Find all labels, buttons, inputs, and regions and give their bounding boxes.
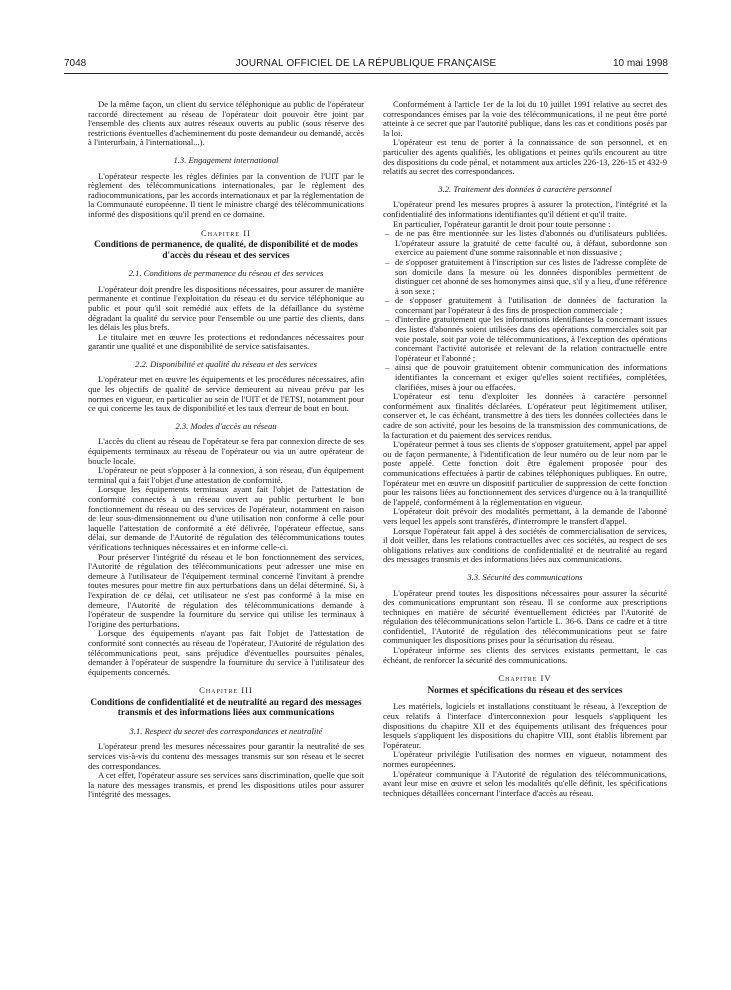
paragraph: L'opérateur doit prendre les dispositions nécessaires, pour assurer de manière permanente et continue l'exploitation du réseau et du service téléphonique au public et pour qu'il soit remédié aux effets de la défaillance du système dégradant la qualité du service pour l'ensemble ou une partie des clients, dans les délais les plus brefs. xyxy=(88,283,364,333)
section-heading-3-1: 3.1. Respect du secret des correspondances et neutralité xyxy=(129,725,323,736)
paragraph: L'opérateur prend les mesures propres à assurer la protection, l'intégrité et la confidentialité des informations identifiantes qu'il détient et qu'il traite. xyxy=(383,199,667,219)
paragraph: L'opérateur respecte les règles définies par la convention de l'UIT par le règlement des télécommunications internationales, par le règlement des radiocommunications, par les accords internationaux et par la réglementation de la Communauté européenne. Il tient le ministre chargé des télécommunications informé des dispositions qu'il prend en ce domaine. xyxy=(88,170,364,219)
paragraph: Lorsque les équipements terminaux ayant fait l'objet de l'attestation de conformité connectés à un réseau ouvert au public perturbent le bon fonctionnement du réseau ou des services de l'opérateur, notamment en raison de leur sous-dimensionnement ou d'une utilisation non conforme à celle pour laquelle l'attestation de conformité a été délivrée, l'opérateur effectue, sans délai, sur demande de l'Autorité de régulation des télécommunications toutes vérifications techniques nécessaires et en informe celle-ci. xyxy=(88,484,364,552)
paragraph: L'opérateur met en œuvre les équipements et les procédures nécessaires, afin que les objectifs de qualité de service demeurent au niveau prévu par les normes en vigueur, en particulier au sein de l'UIT et de l'ETSI, notamment pour ce qui concerne les taux de disponibilité et les taux d'erreur de bout en bout. xyxy=(88,374,364,414)
paragraph: L'opérateur prend toutes les dispositions nécessaires pour assurer la sécurité des communications empruntant son réseau. Il se conforme aux prescriptions techniques en matière de sécurité éventuellement édictées par l'Autorité de régulation des télécommunications selon l'article L. 36-6. Dans ce cadre et à titre confidentiel, l'Autorité de régulation des télécommunications peut se faire communiquer les dispositions prises pour la sécurisation du réseau. xyxy=(383,587,667,646)
list-item: – de s'opposer gratuitement à l'utilisation de données de facturation la concernant par l'opérateur à des fins de prospection commerciale ; xyxy=(395,296,667,315)
section-heading-3-3: 3.3. Sécurité des communications xyxy=(467,571,583,582)
paragraph: De la même façon, un client du service téléphonique au public de l'opérateur raccordé directement au réseau de l'opérateur doit pouvoir être joint par l'ensemble des clients aux autres réseaux ouverts au public (sous réserve des restrictions éventuelles d'acheminement du poste demandeur ou demandé, accès à l'interurbain, à l'international...). xyxy=(88,99,364,148)
paragraph: Le titulaire met en œuvre les protections et redondances nécessaires pour garantir une qualité et une disponibilité de service satisfaisantes. xyxy=(88,331,364,352)
list-item: – d'interdire gratuitement que les informations identifiantes la concernant issues des listes d'abonnés soient utilisées dans des opérations commerciales soit par voie postale, soit par voie de télécommunications, à l'exception des opérations concernant l'activité autorisée et relevant de la relation contractuelle entre l'opérateur et l'abonné ; xyxy=(395,315,667,363)
paragraph: L'opérateur permet à tous ses clients de s'opposer gratuitement, appel par appel ou de façon permanente, à l'identification de leur numéro ou de leur nom par le poste appelé. Cette fonction doit être également proposée pour des communications effectuées à partir de cabines téléphoniques publiques. En outre, l'opérateur met en œuvre un dispositif particulier de suppression de cette fonction pour les raisons liées au fonctionnement des services d'urgence ou à la tranquillité de l'appelé, conformément à la réglementation en vigueur. xyxy=(383,439,667,507)
section-heading-2-1: 2.1. Conditions de permanence du réseau et des services xyxy=(128,268,324,279)
paragraph: En particulier, l'opérateur garantit le droit pour toute personne : xyxy=(393,218,611,229)
paragraph: L'opérateur est tenu d'exploiter les données à caractère personnel conformément aux finalités déclarées. L'opérateur peut légitimement utiliser, conserver et, le cas échéant, transmettre à des tiers les données collectées dans le cadre de son activité, pour les besoins de la transmission des communications, de la facturation et du paiement des services rendus. xyxy=(383,391,667,440)
paragraph: Conformément à l'article 1er de la loi du 10 juillet 1991 relative au secret des correspondances émises par la voie des télécommunications, il ne peut être porté atteinte à ce secret que par l'autorité publique, dans les cas et conditions posés par la loi. xyxy=(383,99,667,138)
page-number: 7048 xyxy=(64,58,87,69)
header-rule xyxy=(64,73,668,74)
paragraph: Lorsque des équipements n'ayant pas fait l'objet de l'attestation de conformité sont connectés au réseau de l'opérateur, l'Autorité de régulation des télécommunications peut, sans préjudice d'éventuelles poursuites pénales, demander à l'opérateur de suspendre la fourniture du service à l'utilisateur des équipements concernés. xyxy=(88,628,364,677)
paragraph: L'opérateur prend les mesures nécessaires pour garantir la neutralité de ses services vis-à-vis du contenu des messages transmis sur son réseau et le secret des correspondances. xyxy=(88,741,364,771)
section-heading-1-3: 1.3. Engagement international xyxy=(173,154,279,165)
list-item: – ainsi que de pouvoir gratuitement obtenir communication des informations identifiantes la concernant et exiger qu'elles soient rectifiées, complétées, clarifiées, mises à jour ou effacées. xyxy=(395,363,667,392)
left-column xyxy=(88,100,364,800)
chapter-title-3: Conditions de confidentialité et de neutralité au regard des messages transmis et des informations liées aux communications xyxy=(90,697,362,719)
page-header xyxy=(64,58,668,72)
issue-date: 10 mai 1998 xyxy=(612,58,668,69)
list-item: – de s'opposer gratuitement à l'inscription sur ces listes de l'adresse complète de son domicile dans la mesure où les données disponibles permettent de distinguer cet abonné de ses homonymes ainsi que, s'il y a lieu, d'une référence à son sexe ; xyxy=(395,258,667,296)
paragraph: L'opérateur doit prévoir des modalités permettant, à la demande de l'abonné vers lequel les appels sont transférés, d'interrompre le transfert d'appel. xyxy=(383,506,667,526)
chapter-title-4: Normes et spécifications du réseau et des services xyxy=(427,685,623,696)
paragraph: A cet effet, l'opérateur assure ses services sans discrimination, quelle que soit la nature des messages transmis, et prend les dispositions utiles pour assurer l'intégrité des messages. xyxy=(88,770,364,800)
chapter-label-3: Chapitre III xyxy=(199,685,253,696)
paragraph: L'opérateur communique à l'Autorité de régulation des télécommunications, avant leur mise en œuvre et selon les modalités qu'elle définit, les spécifications techniques détaillées concernant l'interface d'accès au réseau. xyxy=(383,768,667,798)
rights-list xyxy=(383,229,667,392)
paragraph: Pour préserver l'intégrité du réseau et le bon fonctionnement des services, l'Autorité de régulation des télécommunications peut adresser une mise en demeure à l'utilisateur de l'équipement terminal concerné l'invitant à prendre toutes mesures pour mettre fin aux perturbations dans un délai déterminé. Si, à l'expiration de ce délai, cet utilisateur ne s'est pas conformé à la mise en demeure, l'Autorité de régulation des télécommunications demande à l'opérateur de suspendre la fourniture du service qui utilise les terminaux à l'origine des perturbations. xyxy=(88,551,364,629)
paragraph: Lorsque l'opérateur fait appel à des sociétés de commercialisation de services, il doit veiller, dans les relations contractuelles avec ces sociétés, au respect de ses obligations relatives aux conditions de confidentialité et de neutralité au regard des messages transmis et des informations liées aux communications. xyxy=(383,525,667,565)
right-column xyxy=(383,100,667,798)
list-item: – de ne pas être mentionnée sur les listes d'abonnés ou d'utilisateurs publiées. L'opérateur assure la gratuité de cette faculté ou, à défaut, subordonne son exercice au paiement d'une somme raisonnable et non dissuasive ; xyxy=(395,229,667,258)
section-heading-2-3: 2.3. Modes d'accès au réseau xyxy=(175,420,277,431)
section-heading-2-2: 2.2. Disponibilité et qualité du réseau et des services xyxy=(135,358,317,369)
chapter-title-2: Conditions de permanence, de qualité, de disponibilité et de modes d'accès du réseau et des services xyxy=(94,240,358,261)
paragraph: Les matériels, logiciels et installations constituant le réseau, à l'exception de ceux relatifs à l'interface d'interconnexion pour lesquels s'appliquent les dispositions du chapitre XII et des équipements utilisant des fréquences pour lesquels s'appliquent les dispositions du chapitre VIII, sont établis librement par l'opérateur. xyxy=(383,701,667,750)
paragraph: L'opérateur ne peut s'opposer à la connexion, à son réseau, d'un équipement terminal qui a fait l'objet d'une attestation de conformité. xyxy=(88,465,364,485)
paragraph: L'accès du client au réseau de l'opérateur se fera par connexion directe de ses équipements terminaux au réseau de l'opérateur ou via un autre opérateur de boucle locale. xyxy=(88,436,364,466)
journal-title: JOURNAL OFFICIEL DE LA RÉPUBLIQUE FRANÇAISE xyxy=(235,58,497,69)
paragraph: L'opérateur informe ses clients des services existants permettant, le cas échéant, de renforcer la sécurité des communications. xyxy=(383,645,667,665)
paragraph: L'opérateur privilégie l'utilisation des normes en vigueur, notamment des normes européennes. xyxy=(383,749,667,769)
section-heading-3-2: 3.2. Traitement des données à caractère personnel xyxy=(438,183,612,194)
chapter-label-2: Chapitre II xyxy=(201,227,251,238)
chapter-label-4: Chapitre IV xyxy=(498,673,552,684)
paragraph: L'opérateur est tenu de porter à la connaissance de son personnel, et en particulier des agents qualifiés, les obligations et peines qu'ils encourent au titre des dispositions du code pénal, et notamment aux articles 226-13, 226-15 et 432-9 relatifs au secret des correspondances. xyxy=(383,137,667,177)
